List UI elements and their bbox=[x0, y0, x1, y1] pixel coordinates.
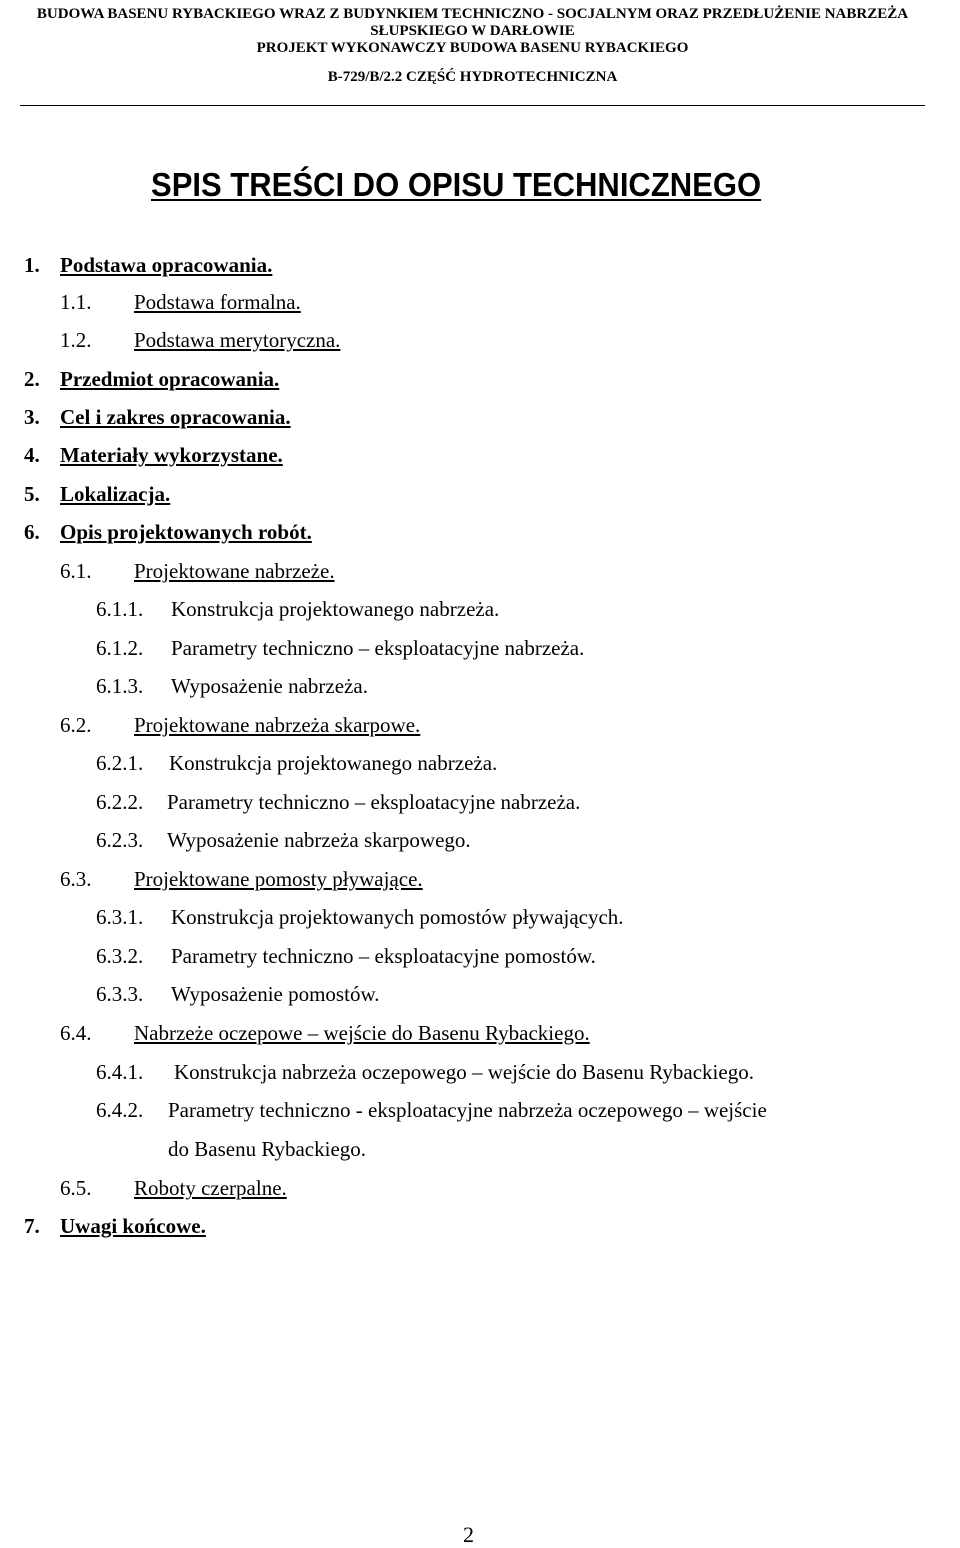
toc-text: Wyposażenie nabrzeża skarpowego. bbox=[167, 828, 471, 852]
toc-number: 2. bbox=[24, 367, 40, 391]
header-line-3: PROJEKT WYKONAWCZY BUDOWA BASENU RYBACKIEGO bbox=[256, 40, 689, 56]
toc-text: Opis projektowanych robót. bbox=[60, 520, 312, 544]
toc-number: 6.2.1. bbox=[96, 751, 144, 775]
toc-number: 6.3. bbox=[60, 867, 92, 891]
toc-number: 5. bbox=[24, 482, 40, 506]
toc-text: Parametry techniczno – eksploatacyjne nabrzeża. bbox=[171, 636, 585, 660]
toc-number: 1. bbox=[24, 253, 40, 277]
toc-text: Roboty czerpalne. bbox=[134, 1176, 287, 1200]
toc-text: Cel i zakres opracowania. bbox=[60, 405, 291, 429]
toc-text: Podstawa opracowania. bbox=[60, 253, 273, 277]
toc-number: 1.1. bbox=[60, 290, 92, 314]
toc-number: 6.3.1. bbox=[96, 905, 144, 929]
toc-number: 6.1.3. bbox=[96, 674, 144, 698]
toc-text: Konstrukcja nabrzeża oczepowego – wejście do Basenu Rybackiego. bbox=[174, 1060, 754, 1084]
toc-text: do Basenu Rybackiego. bbox=[168, 1137, 367, 1161]
toc-text: Podstawa merytoryczna. bbox=[134, 328, 341, 352]
toc-text: Parametry techniczno – eksploatacyjne pomostów. bbox=[171, 944, 596, 968]
toc-number: 6.4. bbox=[60, 1021, 92, 1045]
toc-number: 6.4.1. bbox=[96, 1060, 144, 1084]
toc-number: 6.1. bbox=[60, 559, 92, 583]
toc-text: Projektowane pomosty pływające. bbox=[134, 867, 423, 891]
toc-number: 6.2. bbox=[60, 713, 92, 737]
toc-text: Nabrzeże oczepowe – wejście do Basenu Rybackiego. bbox=[134, 1021, 590, 1045]
toc-number: 6. bbox=[24, 520, 40, 544]
toc-number: 4. bbox=[24, 443, 40, 467]
toc-number: 7. bbox=[24, 1214, 40, 1238]
toc-text: Konstrukcja projektowanego nabrzeża. bbox=[169, 751, 498, 775]
toc-number: 6.3.2. bbox=[96, 944, 144, 968]
toc-text: Uwagi końcowe. bbox=[60, 1214, 206, 1238]
toc-text: Wyposażenie pomostów. bbox=[171, 982, 380, 1006]
toc-number: 1.2. bbox=[60, 328, 92, 352]
toc-number: 6.2.2. bbox=[96, 790, 144, 814]
header-line-1: BUDOWA BASENU RYBACKIEGO WRAZ Z BUDYNKIEM TECHNICZNO - SOCJALNYM ORAZ PRZEDŁUŻENIE NABRZEŻA bbox=[36, 6, 909, 22]
toc-text: Lokalizacja. bbox=[60, 482, 171, 506]
toc-text: Projektowane nabrzeża skarpowe. bbox=[134, 713, 421, 737]
header-line-4: B-729/B/2.2 CZĘŚĆ HYDROTECHNICZNA bbox=[327, 69, 618, 85]
header-line-2: SŁUPSKIEGO W DARŁOWIE bbox=[370, 23, 575, 39]
toc-number: 6.5. bbox=[60, 1176, 92, 1200]
toc-text: Parametry techniczno - eksploatacyjne nabrzeża oczepowego – wejście bbox=[168, 1098, 767, 1122]
toc-number: 3. bbox=[24, 405, 40, 429]
toc-text: Podstawa formalna. bbox=[134, 290, 301, 314]
toc-text: Wyposażenie nabrzeża. bbox=[171, 674, 368, 698]
toc-text: Parametry techniczno – eksploatacyjne nabrzeża. bbox=[167, 790, 581, 814]
page-number: 2 bbox=[463, 1522, 474, 1547]
toc-text: Przedmiot opracowania. bbox=[60, 367, 280, 391]
toc-text: Konstrukcja projektowanych pomostów pływających. bbox=[171, 905, 624, 929]
toc-text: Konstrukcja projektowanego nabrzeża. bbox=[171, 597, 500, 621]
toc-text: Projektowane nabrzeże. bbox=[134, 559, 335, 583]
toc-text: Materiały wykorzystane. bbox=[60, 443, 283, 467]
toc-number: 6.1.2. bbox=[96, 636, 144, 660]
toc-number: 6.1.1. bbox=[96, 597, 144, 621]
document-title: SPIS TREŚCI DO OPISU TECHNICZNEGO bbox=[151, 166, 762, 203]
toc-number: 6.3.3. bbox=[96, 982, 144, 1006]
toc-number: 6.4.2. bbox=[96, 1098, 144, 1122]
toc-number: 6.2.3. bbox=[96, 828, 144, 852]
